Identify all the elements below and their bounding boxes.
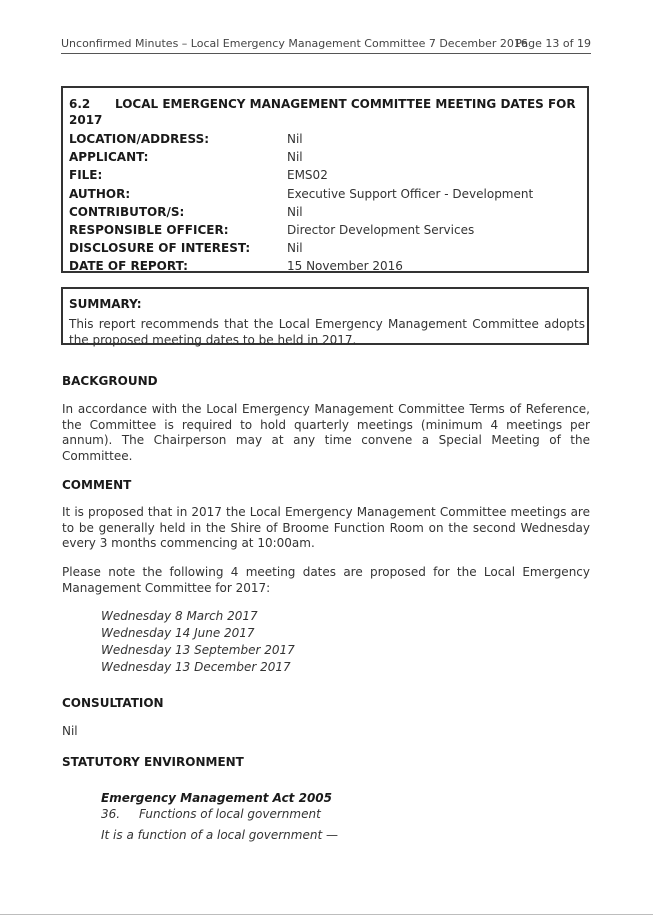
statutory-heading: STATUTORY ENVIRONMENT bbox=[62, 755, 244, 769]
field-label: LOCATION/ADDRESS: bbox=[69, 132, 210, 146]
item-fields bbox=[69, 130, 585, 276]
field-row-responsible-officer bbox=[69, 221, 585, 239]
meeting-dates-list bbox=[101, 608, 295, 676]
field-row-applicant bbox=[69, 148, 585, 166]
field-value: Executive Support Officer - Development bbox=[287, 186, 534, 201]
header-page-number: Page 13 of 19 bbox=[515, 37, 591, 50]
act-section bbox=[101, 806, 321, 822]
act-section-number: 36. bbox=[101, 807, 121, 821]
field-value: Director Development Services bbox=[287, 222, 475, 237]
meeting-date: Wednesday 13 September 2017 bbox=[101, 643, 295, 657]
field-label: FILE: bbox=[69, 168, 103, 183]
item-details-box bbox=[61, 86, 589, 273]
item-heading bbox=[69, 96, 585, 128]
field-label: APPLICANT: bbox=[69, 150, 149, 165]
comment-paragraph-1: It is proposed that in 2017 the Local Emergency Management Committee meetings are to be generally held in the Shire of Broome Function Room on the second Wednesday every 3 months commencing at 10:00am. bbox=[62, 505, 590, 550]
item-number: 6.2 bbox=[69, 97, 91, 111]
summary-box bbox=[61, 287, 589, 345]
summary-text: This report recommends that the Local Emergency Management Committee adopts the proposed meeting dates to be held in 2017. bbox=[69, 317, 585, 347]
act-section-title: Functions of local government bbox=[139, 807, 321, 821]
meeting-date: Wednesday 13 December 2017 bbox=[101, 660, 291, 674]
consultation-heading: CONSULTATION bbox=[62, 696, 164, 710]
field-row-file bbox=[69, 166, 585, 184]
running-header bbox=[61, 37, 591, 54]
comment-heading: COMMENT bbox=[62, 478, 132, 492]
field-row-date-of-report bbox=[69, 257, 585, 275]
field-value: Nil bbox=[287, 150, 303, 165]
field-row-contributors bbox=[69, 203, 585, 221]
field-label: CONTRIBUTOR/S: bbox=[69, 204, 185, 219]
comment-paragraph-2: Please note the following 4 meeting dates are proposed for the Local Emergency Management Committee for 2017: bbox=[62, 565, 590, 595]
background-heading: BACKGROUND bbox=[62, 374, 158, 388]
item-title: LOCAL EMERGENCY MANAGEMENT COMMITTEE MEETING DATES FOR 2017 bbox=[69, 97, 576, 127]
field-value: Nil bbox=[287, 132, 303, 146]
field-label: DATE OF REPORT: bbox=[69, 259, 188, 274]
field-label: DISCLOSURE OF INTEREST: bbox=[69, 241, 251, 256]
act-title: Emergency Management Act 2005 bbox=[101, 791, 332, 805]
field-row-author bbox=[69, 185, 585, 203]
field-value: EMS02 bbox=[287, 168, 328, 183]
background-text: In accordance with the Local Emergency Management Committee Terms of Reference, the Committee is required to hold quarterly meetings (minimum 4 meetings per annum). The Chairperson may at any time convene a Special Meeting of the Committee. bbox=[62, 402, 590, 463]
field-label: RESPONSIBLE OFFICER: bbox=[69, 222, 229, 237]
field-value: Nil bbox=[287, 204, 303, 219]
field-row-disclosure bbox=[69, 239, 585, 257]
meeting-date: Wednesday 14 June 2017 bbox=[101, 626, 255, 640]
field-value: 15 November 2016 bbox=[287, 259, 403, 274]
page-bottom-rule bbox=[0, 914, 653, 915]
field-label: AUTHOR: bbox=[69, 186, 131, 201]
meeting-date: Wednesday 8 March 2017 bbox=[101, 609, 258, 623]
field-row-location bbox=[69, 130, 585, 148]
act-clause: It is a function of a local government — bbox=[101, 828, 338, 842]
field-value: Nil bbox=[287, 241, 303, 256]
header-meeting-title: Unconfirmed Minutes – Local Emergency Management Committee 7 December 2016 bbox=[61, 37, 528, 50]
summary-label: SUMMARY: bbox=[69, 297, 142, 311]
consultation-text: Nil bbox=[62, 724, 78, 738]
